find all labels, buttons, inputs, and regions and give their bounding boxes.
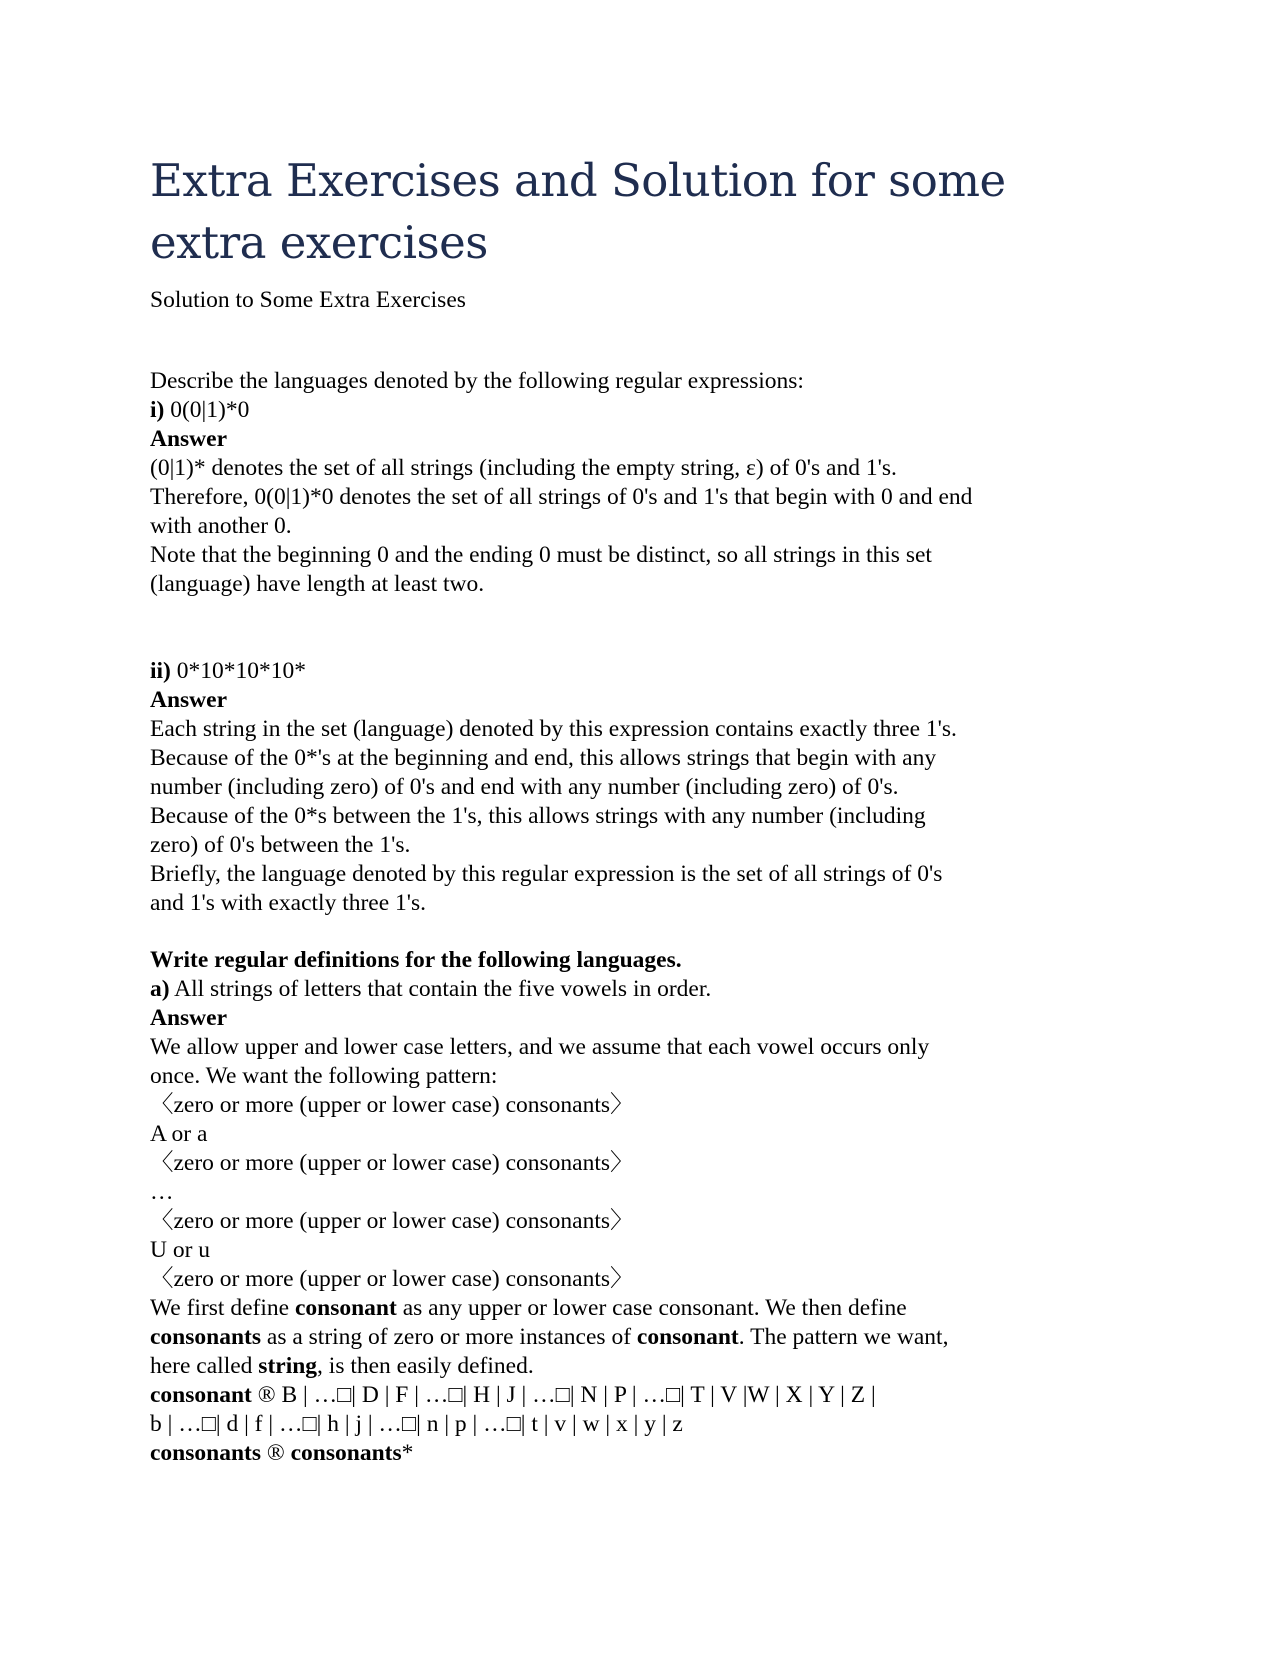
rule-name: consonant (150, 1382, 252, 1408)
spacer (150, 599, 1050, 657)
text-run: as a string of zero or more instances of (261, 1324, 637, 1350)
rule-body: ® B | …□| D | F | …□| H | J | …□| N | P | …□| T | V |W | X | Y | Z | (251, 1382, 876, 1408)
question-expression: 0*10*10*10* (170, 658, 307, 684)
rule-arrow: ® (261, 1440, 291, 1466)
question-expression: 0(0|1)*0 (164, 397, 250, 423)
answer-line: number (including zero) of 0's and end with any number (including zero) of 0's. (150, 774, 899, 800)
rule-name: consonants (150, 1440, 262, 1466)
answer-line: Because of the 0*'s at the beginning and end, this allows strings that begin with any (150, 745, 937, 771)
definition-line (150, 1294, 1050, 1323)
term-consonant: consonant (636, 1324, 739, 1350)
answer-line: (language) have length at least two. (150, 571, 485, 597)
pattern-line: 〈zero or more (upper or lower case) consonants〉 (150, 1266, 634, 1292)
question-label: a) (150, 976, 170, 1002)
page-title: Extra Exercises and Solution for some extra exercises (150, 154, 1006, 269)
page-subtitle: Solution to Some Extra Exercises (150, 287, 466, 313)
answer-line: zero) of 0's between the 1's. (150, 832, 411, 858)
answer-heading: Answer (150, 1005, 228, 1031)
answer-line: (0|1)* denotes the set of all strings (including the empty string, ε) of 0's and 1's. (150, 455, 897, 481)
rule-consonants (150, 1439, 1050, 1468)
question-a (150, 975, 1050, 1004)
document-page (150, 150, 1050, 1468)
answer-line: once. We want the following pattern: (150, 1063, 498, 1089)
question-text: All strings of letters that contain the five vowels in order. (169, 976, 712, 1002)
text-run: here called (150, 1353, 259, 1379)
pattern-line: U or u (150, 1237, 211, 1263)
answer-line: and 1's with exactly three 1's. (150, 890, 427, 916)
pattern-line: 〈zero or more (upper or lower case) consonants〉 (150, 1208, 634, 1234)
question-i (150, 396, 1050, 425)
rule-consonant (150, 1381, 1050, 1410)
answer-line: Therefore, 0(0|1)*0 denotes the set of all strings of 0's and 1's that begin with 0 and end (150, 484, 973, 510)
spacer (150, 315, 1050, 367)
rule-body: consonants (290, 1440, 402, 1466)
answer-line: Each string in the set (language) denoted by this expression contains exactly three 1's. (150, 716, 957, 742)
text-run: We first define (150, 1295, 295, 1321)
question-label: ii) (150, 658, 171, 684)
text-run: as any upper or lower case consonant. We then define (396, 1295, 907, 1321)
answer-heading: Answer (150, 426, 228, 452)
definition-line (150, 1352, 1050, 1381)
definition-line (150, 1323, 1050, 1352)
text-run: . The pattern we want, (738, 1324, 949, 1350)
pattern-line: 〈zero or more (upper or lower case) consonants〉 (150, 1150, 634, 1176)
question-label: i) (150, 397, 165, 423)
answer-line: We allow upper and lower case letters, and we assume that each vowel occurs only (150, 1034, 930, 1060)
answer-line: Because of the 0*s between the 1's, this allows strings with any number (including (150, 803, 926, 829)
pattern-line: … (150, 1179, 174, 1205)
answer-heading: Answer (150, 687, 228, 713)
term-string: string (258, 1353, 318, 1379)
section-heading: Write regular definitions for the following languages. (150, 947, 682, 973)
rule-consonant-continued: b | …□| d | f | …□| h | j | …□| n | p | …□| t | v | w | x | y | z (150, 1411, 683, 1437)
term-consonant: consonant (294, 1295, 397, 1321)
term-consonants: consonants (150, 1324, 262, 1350)
rule-star: * (401, 1440, 414, 1466)
answer-line: Note that the beginning 0 and the ending 0 must be distinct, so all strings in this set (150, 542, 932, 568)
intro-text: Describe the languages denoted by the following regular expressions: (150, 368, 804, 394)
section-regular-expressions (150, 367, 1050, 918)
question-ii (150, 657, 1050, 686)
spacer (150, 918, 1050, 946)
answer-line: Briefly, the language denoted by this regular expression is the set of all strings of 0's (150, 861, 943, 887)
text-run: , is then easily defined. (317, 1353, 534, 1379)
pattern-line: 〈zero or more (upper or lower case) consonants〉 (150, 1092, 634, 1118)
pattern-line: A or a (150, 1121, 208, 1147)
section-regular-definitions (150, 946, 1050, 1468)
answer-line: with another 0. (150, 513, 292, 539)
